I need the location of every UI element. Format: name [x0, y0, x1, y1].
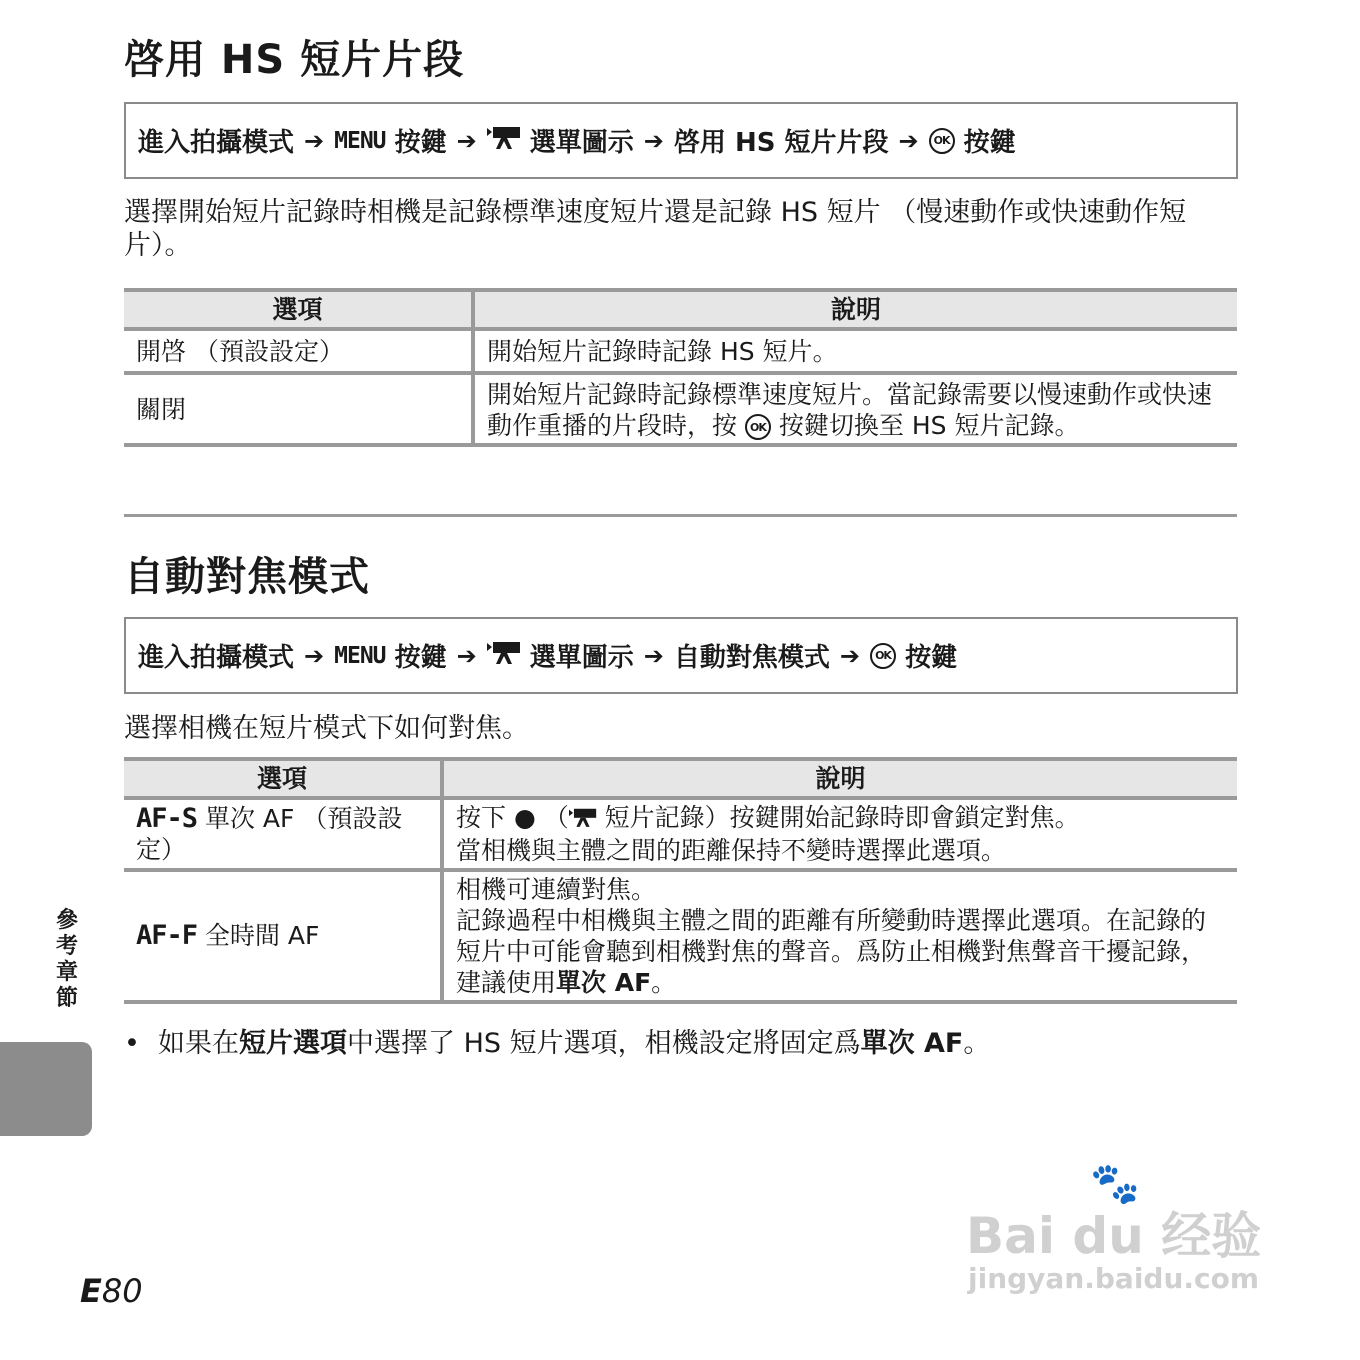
movie-camera-icon	[569, 804, 597, 835]
section1-nav-path	[124, 102, 1238, 179]
option-on-default: 開啓 （預設設定）	[124, 329, 473, 373]
option-description: 按下 ● （ 短片記錄）按鍵開始記錄時即會鎖定對焦。 當相機與主體之間的距離保持不變時選擇此選項。	[442, 798, 1237, 870]
option-description: 開始短片記錄時記錄標準速度短片。當記錄需要以慢速動作或快速動作重播的片段時，按 OK 按鍵切換至 HS 短片記錄。	[473, 373, 1237, 445]
menu-button-label: MENU	[334, 127, 386, 154]
movie-camera-icon	[487, 639, 521, 672]
section2-options-table	[124, 757, 1237, 1004]
nav-step-menu-icon: 選單圖示	[529, 128, 634, 158]
arrow-right-icon: ➔	[304, 126, 325, 155]
arrow-right-icon: ➔	[456, 641, 477, 670]
option-description: 相機可連續對焦。 記錄過程中相機與主體之間的距離有所變動時選擇此選項。在記錄的短片中可能會聽到相機對焦的聲音。爲防止相機對焦聲音干擾記錄，建議使用單次 AF。	[442, 870, 1237, 1002]
option-af-s: AF-S 單次 AF （預設設定）	[124, 798, 442, 870]
nav-step-menu-icon: 選單圖示	[529, 643, 634, 673]
menu-button-label: MENU	[334, 642, 386, 669]
table-row	[124, 373, 1237, 445]
table-header-description: 說明	[442, 759, 1237, 798]
ok-button-icon: OK	[745, 414, 771, 440]
arrow-right-icon: ➔	[839, 641, 861, 670]
movie-camera-icon	[487, 124, 521, 157]
watermark-url: jingyan.baidu.com	[968, 1262, 1260, 1295]
table-header-option: 選項	[124, 759, 442, 798]
page-number: E80	[80, 1272, 143, 1310]
section2-description: 選擇相機在短片模式下如何對焦。	[124, 713, 529, 744]
arrow-right-icon: ➔	[643, 126, 664, 155]
table-header-option: 選項	[124, 290, 473, 329]
section2-title: 自動對焦模式	[124, 554, 370, 600]
section1-options-table	[124, 288, 1237, 447]
paw-icon: 🐾	[1090, 1161, 1140, 1207]
arrow-right-icon: ➔	[456, 126, 477, 155]
nav-step-setting: 自動對焦模式	[673, 643, 830, 673]
nav-step-button: 按鍵	[963, 128, 1016, 158]
option-off: 關閉	[124, 373, 473, 445]
section1-title: 啓用 HS 短片片段	[124, 37, 465, 83]
option-af-f: AF-F 全時間 AF	[124, 870, 442, 1002]
ok-button-icon: OK	[929, 128, 955, 154]
section1-description: 選擇開始短片記錄時相機是記錄標準速度短片還是記錄 HS 短片 （慢速動作或快速動作短片）。	[124, 197, 1187, 261]
arrow-right-icon: ➔	[898, 126, 919, 155]
section2-nav-path	[124, 617, 1238, 694]
arrow-right-icon: ➔	[304, 641, 325, 670]
bullet-icon: •	[124, 1028, 140, 1059]
nav-step-button-suffix: 按鍵	[394, 128, 447, 158]
watermark-brand: Bai du 经验	[966, 1207, 1262, 1265]
chapter-side-label: 參考章節	[55, 908, 78, 1011]
reference-e-icon: E	[80, 1272, 102, 1310]
arrow-right-icon: ➔	[643, 641, 664, 670]
table-header-description: 說明	[473, 290, 1237, 329]
option-description: 開始短片記錄時記錄 HS 短片。	[473, 329, 1237, 373]
section-divider	[124, 514, 1237, 517]
table-row	[124, 798, 1237, 870]
table-row	[124, 329, 1237, 373]
chapter-tab	[0, 1042, 92, 1136]
af-mode-label: AF-S	[136, 802, 198, 834]
af-mode-label: AF-F	[136, 920, 198, 951]
nav-step-shooting-mode: 進入拍攝模式	[138, 128, 295, 158]
ok-button-icon: OK	[870, 643, 896, 669]
nav-step-setting: 啓用 HS 短片片段	[673, 128, 889, 158]
nav-step-button: 按鍵	[905, 643, 958, 673]
table-row	[124, 870, 1237, 1002]
note-bullet: • 如果在短片選項中選擇了 HS 短片選項，相機設定將固定爲單次 AF。	[124, 1028, 991, 1059]
nav-step-shooting-mode: 進入拍攝模式	[138, 643, 295, 673]
nav-step-button-suffix: 按鍵	[394, 643, 447, 673]
